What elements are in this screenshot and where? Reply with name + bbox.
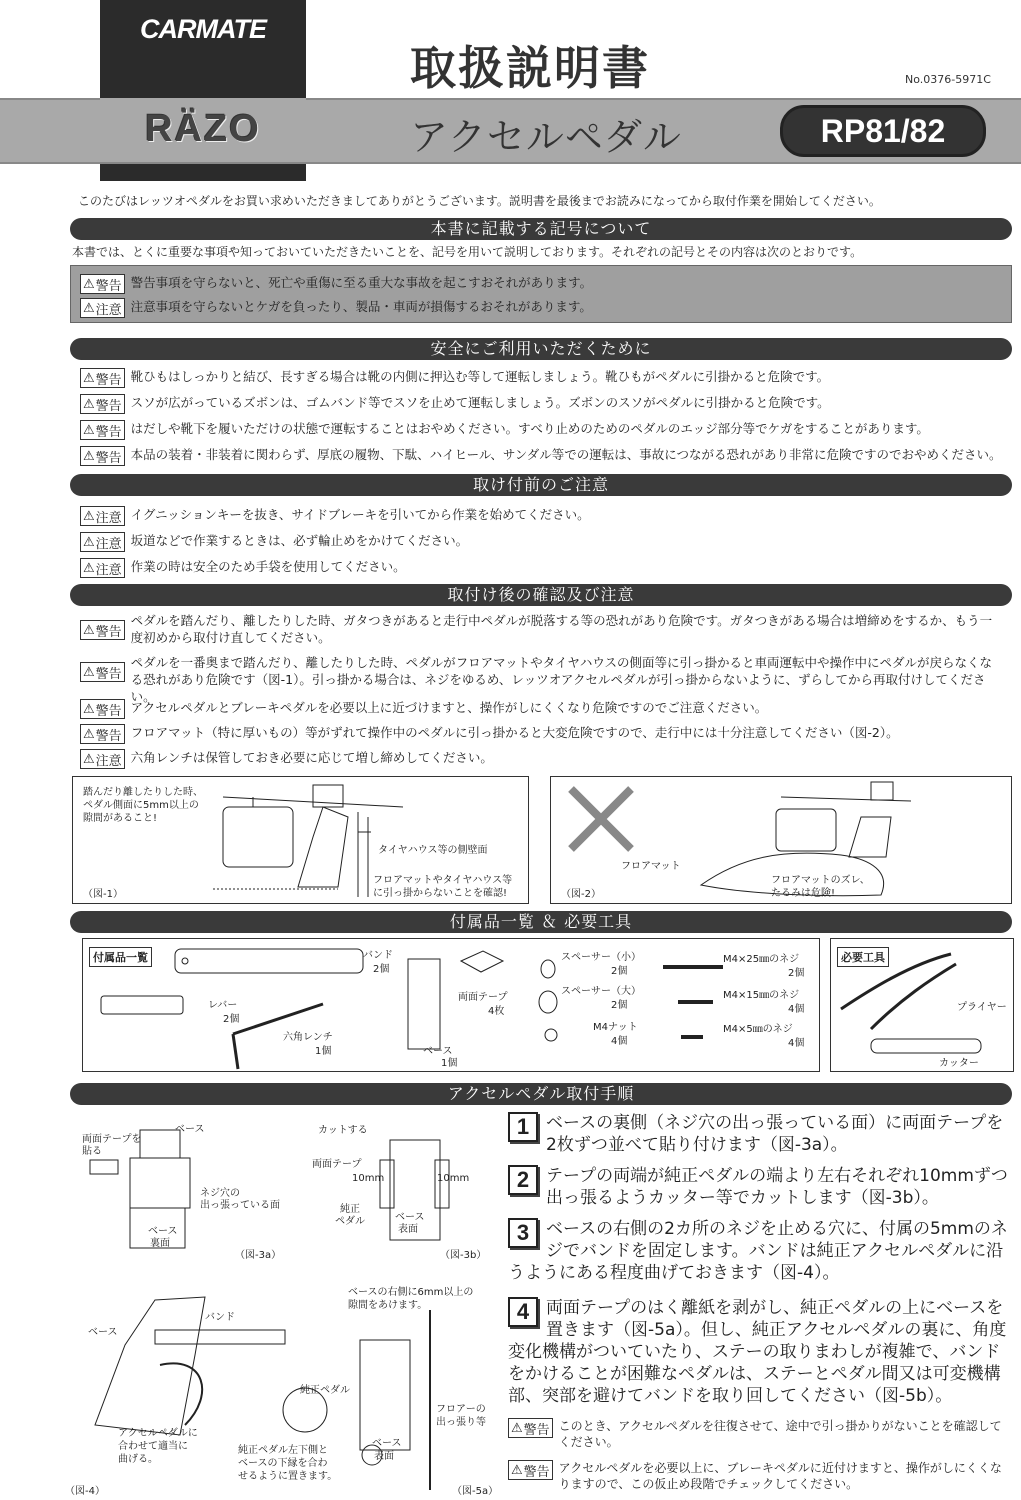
- warning-triangle-icon: ⚠: [83, 370, 95, 386]
- safety-item: ⚠ 警告 本品の装着・非装着に関わらず、厚底の履物、下駄、ハイヒール、サンダル等での運転は、事故につながる恐れがあり非常に危険ですのでおやめください。: [80, 446, 1002, 466]
- parts-list-label: 付属品一覧: [89, 947, 152, 967]
- section-header-symbols: 本書に記載する記号について: [70, 218, 1012, 240]
- warning-badge: ⚠ 警告: [80, 274, 125, 294]
- safety-item: ⚠ 警告 スソが広がっているズボンは、ゴムバンド等でスソを止めて運転しましょう。ズボンのスソがペダルに引掛かると危険です。: [80, 394, 830, 414]
- warning-badge: ⚠ 警告: [80, 368, 125, 388]
- install-warning: ⚠ 警告 このとき、アクセルペダルを往復させて、途中で引っ掛かりがないことを確認してください。: [508, 1418, 1008, 1450]
- razo-logo: RÄZO: [145, 108, 261, 150]
- after-item: ⚠ 警告 アクセルペダルとブレーキペダルを必要以上に近づけますと、操作がしにくくなり危険ですのでご注意ください。: [80, 699, 767, 719]
- page-title: 取扱説明書: [410, 41, 650, 95]
- after-item: ⚠ 注意 六角レンチは保管しておき必要に応じて増し締めしてください。: [80, 749, 493, 769]
- install-step-3: 3 ベースの右側の2カ所のネジを止める穴に、付属の5mmのネジでバンドを固定します。バンドは純正アクセルペダルに沿うようにある程度曲げておきます（図-4）。: [508, 1219, 1008, 1283]
- warning-badge: ⚠ 警告: [508, 1418, 553, 1438]
- section-header-safety: 安全にご利用いただくために: [70, 338, 1012, 360]
- warning-triangle-icon: ⚠: [83, 560, 95, 576]
- symbols-description: 本書では、とくに重要な事項や知っておいていただきたいことを、記号を用いて説明しております。それぞれの記号とその内容は次のとおりです。: [72, 245, 863, 259]
- warning-triangle-icon: ⚠: [511, 1420, 523, 1436]
- caution-badge: ⚠ 注意: [80, 558, 125, 578]
- intro-text: このたびはレッツオペダルをお買い求めいただきましてありがとうございます。説明書を最後までお読みになってから取付作業を開始してください。: [78, 194, 881, 208]
- step-number: 1: [508, 1112, 538, 1142]
- figure-label: （図-4）: [65, 1486, 105, 1497]
- install-warning: ⚠ 警告 アクセルペダルを必要以上に、ブレーキペダルに近付けますと、操作がしにくくなりますので、この仮止め段階でチェックしてください。: [508, 1460, 1008, 1492]
- figure-1: 踏んだり離したりした時、 ペダル側面に5mm以上の 隙間があること! タイヤハウス等の側壁面 フロアマットやタイヤハウス等 に引っ掛からないことを確認! （図-1）: [72, 776, 529, 904]
- section-header-parts-tools: 付属品一覧 ＆ 必要工具: [70, 911, 1012, 933]
- caution-badge: ⚠ 注意: [80, 532, 125, 552]
- warning-triangle-icon: ⚠: [83, 664, 95, 680]
- base-icon: [408, 959, 440, 1049]
- warning-triangle-icon: ⚠: [83, 726, 95, 742]
- figure-4-illustration: [85, 1285, 285, 1445]
- warning-triangle-icon: ⚠: [83, 508, 95, 524]
- warning-badge: ⚠ 警告: [80, 394, 125, 414]
- symbol-def-caution: ⚠ 注意 注意事項を守らないとケガを負ったり、製品・車両が損傷するおそれがあります。: [80, 298, 592, 318]
- caution-badge: ⚠ 注意: [80, 749, 125, 769]
- lever-icon: [101, 996, 183, 1014]
- safety-item: ⚠ 警告 靴ひもはしっかりと結び、長すぎる場合は靴の内側に押込む等して運転しましょう。靴ひもがペダルに引掛かると危険です。: [80, 368, 829, 388]
- figure-2: フロアマット フロアマットのズレ、 たるみは危険! （図-2）: [550, 776, 1012, 904]
- step-number: 3: [508, 1218, 538, 1248]
- carmate-logo: CARMATE: [140, 14, 266, 44]
- warning-triangle-icon: ⚠: [511, 1462, 523, 1478]
- after-item: ⚠ 警告 ペダルを一番奥まで踏んだり、離したりした時、ペダルがフロアマットやタイヤハウスの側面等に引っ掛かると車両運転中や操作中にペダルが戻らなくなる恐れがあり危険です（図-1）。引っ掛かる場合は、ネジをゆるめ、レッツオアクセルペダルが引っ掛からないように、ずらしてから再取付けしてください。: [80, 654, 1000, 705]
- double-sided-tape-icon: [461, 951, 503, 972]
- warning-triangle-icon: ⚠: [83, 622, 95, 638]
- warning-triangle-icon: ⚠: [83, 300, 95, 316]
- figure-label: （図-3a）: [235, 1250, 282, 1261]
- warning-triangle-icon: ⚠: [83, 701, 95, 717]
- figure-label: （図-1）: [83, 889, 123, 900]
- step-number: 4: [508, 1297, 538, 1327]
- caution-badge: ⚠ 注意: [80, 298, 125, 318]
- section-header-install-steps: アクセルペダル取付手順: [70, 1083, 1012, 1105]
- product-name: アクセルペダル: [410, 115, 682, 159]
- spacer-large-icon: [539, 991, 557, 1013]
- model-badge: RP81/82: [780, 105, 986, 157]
- document-number: No.0376-5971C: [905, 73, 991, 86]
- band-icon: [175, 949, 363, 973]
- figure-label: （図-5a）: [452, 1486, 499, 1497]
- install-step-4: 4 両面テープのはく離紙を剥がし、純正ペダルの上にベースを置きます（図-5a）。但し、純正アクセルペダルの裏に、角度変化機構がついていたり、ステーの取りまわしが複雑で、バンドをかけることが困難なペダルは、ステーとペダル間又は可変機構部、突部を避けてバンドを取り回してください（図-5b）。: [508, 1298, 1007, 1406]
- warning-badge: ⚠ 警告: [80, 620, 125, 640]
- warning-badge: ⚠ 警告: [80, 420, 125, 440]
- install-step-2: 2 テープの両端が純正ペダルの端より左右それぞれ10mmずつ出っ張るようカッター等でカットします（図-3b）。: [508, 1165, 1013, 1209]
- warning-badge: ⚠ 警告: [80, 662, 125, 682]
- before-item: ⚠ 注意 イグニッションキーを抜き、サイドブレーキを引いてから作業を始めてください。: [80, 506, 590, 526]
- warning-triangle-icon: ⚠: [83, 276, 95, 292]
- warning-triangle-icon: ⚠: [83, 422, 95, 438]
- warning-triangle-icon: ⚠: [83, 534, 95, 550]
- safety-item: ⚠ 警告 はだしや靴下を履いただけの状態で運転することはおやめください。すべり止めのためのペダルのエッジ部分等でケガをすることがあります。: [80, 420, 929, 440]
- warning-triangle-icon: ⚠: [83, 448, 95, 464]
- warning-triangle-icon: ⚠: [83, 396, 95, 412]
- required-tools-label: 必要工具: [837, 947, 889, 967]
- parts-list-box: 付属品一覧 バンド 2個 レバー 2個 六角レンチ 1個 ベース 1個 両面テープ 4枚 スペーサー（小） 2個 スペーサー（大） 2個 M4ナット 4個 M4×25㎜のネジ 2個 M4×15㎜のネジ 4個 M4×5㎜のネジ 4個: [82, 938, 820, 1072]
- step-number: 2: [508, 1165, 538, 1195]
- figure-label: （図-2）: [561, 889, 601, 900]
- section-header-before-install: 取け付前のご注意: [70, 474, 1012, 496]
- pliers-icon: [841, 954, 951, 1009]
- after-item: ⚠ 警告 フロアマット（特に厚いもの）等がずれて操作中のペダルに引っ掛かると大変危険ですので、走行中には十分注意してください（図-2）。: [80, 724, 899, 744]
- warning-triangle-icon: ⚠: [83, 751, 95, 767]
- before-item: ⚠ 注意 坂道などで作業するときは、必ず輪止めをかけてください。: [80, 532, 468, 552]
- after-item: ⚠ 警告 ペダルを踏んだり、離したりした時、ガタつきがあると走行中ペダルが脱落する等の恐れがあり危険です。ガタつきがある場合は増締めをするか、もう一度初めから取付け直してください。: [80, 612, 1000, 646]
- before-item: ⚠ 注意 作業の時は安全のため手袋を使用してください。: [80, 558, 406, 578]
- hex-wrench-icon: [233, 1004, 323, 1034]
- section-header-after-install: 取付け後の確認及び注意: [70, 584, 1012, 606]
- caution-badge: ⚠ 注意: [80, 506, 125, 526]
- warning-badge: ⚠ 警告: [80, 446, 125, 466]
- nut-icon: [545, 1029, 557, 1041]
- spacer-small-icon: [541, 960, 555, 978]
- figure-label: （図-3b）: [440, 1250, 487, 1261]
- symbol-def-warning: ⚠ 警告 警告事項を守らないと、死亡や重傷に至る重大な事故を起こすおそれがあります。: [80, 274, 592, 294]
- required-tools-box: 必要工具 プライヤー カッター: [830, 938, 1014, 1072]
- warning-badge: ⚠ 警告: [508, 1460, 553, 1480]
- cutter-icon: [871, 1039, 981, 1053]
- warning-badge: ⚠ 警告: [80, 699, 125, 719]
- warning-badge: ⚠ 警告: [80, 724, 125, 744]
- install-step-1: 1 ベースの裏側（ネジ穴の出っ張っている面）に両面テープを2枚ずつ並べて貼り付けます（図-3a）。: [508, 1112, 1013, 1156]
